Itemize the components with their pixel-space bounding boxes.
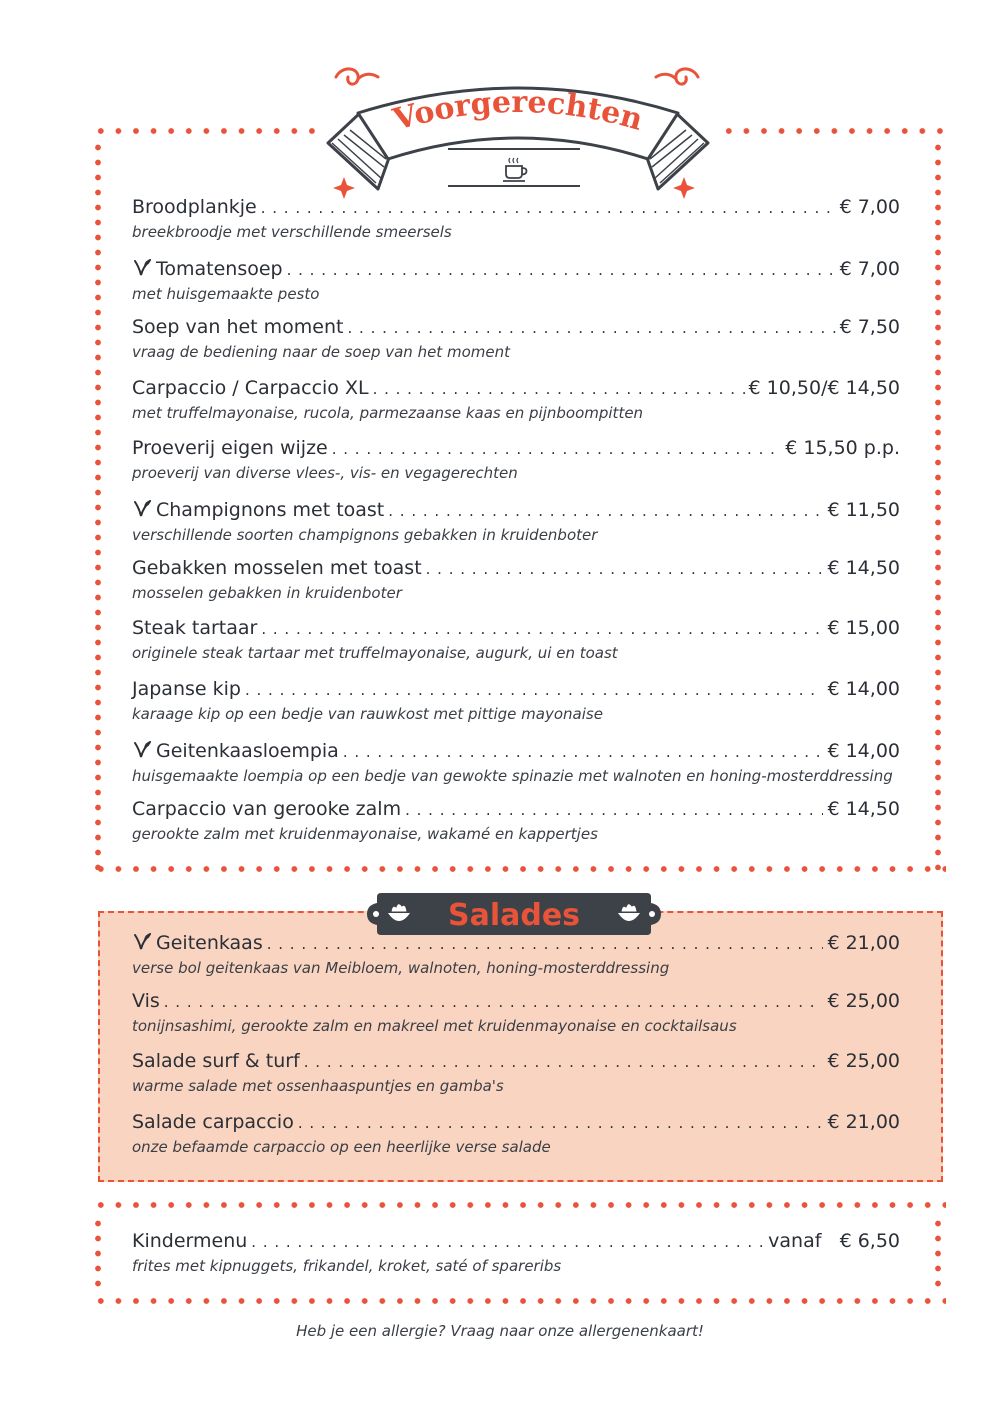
item-price: € 10,50/€ 14,50 xyxy=(748,376,900,399)
menu-item xyxy=(132,616,900,663)
item-description: met truffelmayonaise, rucola, parmezaanse kaas en pijnboompitten xyxy=(132,403,644,422)
item-description: warme salade met ossenhaaspuntjes en gamba's xyxy=(132,1077,504,1096)
item-description: breekbroodje met verschillende smeersels xyxy=(132,223,452,241)
dot-leader xyxy=(298,1111,824,1135)
item-description: originele steak tartaar met truffelmayonaise, augurk, ui en toast xyxy=(132,644,618,663)
item-price: € 15,50 p.p. xyxy=(785,436,900,459)
menu-item xyxy=(132,556,900,603)
right-curl-icon xyxy=(656,69,698,84)
item-price: € 7,50 xyxy=(839,316,900,339)
item-name: Carpaccio van gerooke zalm xyxy=(132,798,402,820)
vegetarian-leaf-icon xyxy=(132,931,152,951)
item-price: € 21,00 xyxy=(827,1110,900,1133)
item-name: Soep van het moment xyxy=(132,316,344,339)
frame-top-left-dots xyxy=(92,128,317,134)
vegetarian-leaf-icon xyxy=(132,739,152,759)
dot-leader xyxy=(164,990,824,1014)
section-title-salades: Salades xyxy=(447,898,581,933)
dot-leader xyxy=(348,316,836,340)
dot-leader xyxy=(261,196,836,220)
item-name: Japanse kip xyxy=(132,677,241,700)
menu-item xyxy=(132,496,900,545)
coffee-cup-icon xyxy=(503,158,527,181)
item-name: Salade carpaccio xyxy=(132,1110,294,1133)
vegetarian-leaf-icon xyxy=(132,257,152,277)
frame-left-dots xyxy=(95,140,101,870)
header-ribbon xyxy=(318,55,718,200)
kinder-frame-top-dots xyxy=(92,1202,946,1208)
item-price: € 14,50 xyxy=(827,798,900,820)
dot-leader xyxy=(373,377,745,401)
item-name: Tomatensoep xyxy=(156,258,283,281)
item-name: Geitenkaas xyxy=(156,932,263,954)
dot-leader xyxy=(287,258,836,282)
kinder-frame-right-dots xyxy=(935,1216,941,1292)
item-name: Broodplankje xyxy=(132,196,257,218)
menu-item xyxy=(132,376,900,423)
dot-leader xyxy=(388,499,823,523)
dot-leader xyxy=(261,617,823,641)
item-price: € 7,00 xyxy=(839,258,900,281)
item-name: Steak tartaar xyxy=(132,617,258,640)
item-description: met huisgemaakte pesto xyxy=(132,285,320,304)
item-price: € 25,00 xyxy=(827,1050,900,1073)
kinder-frame-left-dots xyxy=(95,1216,101,1292)
price-prefix: vanaf xyxy=(768,1230,822,1252)
item-price: € 21,00 xyxy=(827,932,900,954)
frame-right-dots xyxy=(935,140,941,870)
item-price: € 7,00 xyxy=(839,196,900,218)
item-description: vraag de bediening naar de soep van het moment xyxy=(132,343,510,362)
menu-item xyxy=(132,737,900,786)
kinder-frame-bottom-dots xyxy=(92,1298,946,1304)
item-price: € 14,00 xyxy=(827,739,900,762)
item-description: verse bol geitenkaas van Meibloem, walnoten, honing-mosterddressing xyxy=(132,959,670,977)
item-price: € 14,50 xyxy=(827,557,900,580)
menu-item xyxy=(132,436,900,483)
menu-item xyxy=(132,195,900,242)
item-price: € 11,50 xyxy=(827,499,900,521)
dot-leader xyxy=(405,798,823,822)
item-description: mosselen gebakken in kruidenboter xyxy=(132,584,402,603)
dot-leader xyxy=(343,740,824,764)
item-price: € 15,00 xyxy=(827,617,900,640)
item-description: frites met kipnuggets, frikandel, kroket, saté of spareribs xyxy=(132,1257,562,1275)
item-description: karaage kip op een bedje van rauwkost met pittige mayonaise xyxy=(132,704,603,723)
menu-item xyxy=(132,255,900,304)
item-description: onze befaamde carpaccio op een heerlijke verse salade xyxy=(132,1137,551,1156)
menu-item xyxy=(132,989,900,1036)
item-description: huisgemaakte loempia op een bedje van gewokte spinazie met walnoten en honing-mosterddressing xyxy=(132,766,893,785)
dot-leader xyxy=(267,932,824,956)
section-title-voorgerechten: Voorgerechten xyxy=(389,84,647,138)
menu-item xyxy=(132,929,900,978)
frame-top-right-dots xyxy=(720,128,946,134)
item-price: € 6,50 xyxy=(839,1230,900,1252)
item-name: Kindermenu xyxy=(132,1230,248,1252)
item-price: € 25,00 xyxy=(827,990,900,1013)
item-name: Proeverij eigen wijze xyxy=(132,436,328,459)
dot-leader xyxy=(245,678,824,702)
item-description: tonijnsashimi, gerookte zalm en makreel met kruidenmayonaise en cocktailsaus xyxy=(132,1017,737,1036)
vegetarian-leaf-icon xyxy=(132,498,152,518)
item-name: Vis xyxy=(132,990,160,1013)
item-name: Champignons met toast xyxy=(156,499,385,521)
item-description: gerookte zalm met kruidenmayonaise, wakamé en kappertjes xyxy=(132,825,598,843)
menu-item xyxy=(132,1049,900,1096)
item-price: € 14,00 xyxy=(827,677,900,700)
item-name: Salade surf & turf xyxy=(132,1050,300,1073)
item-description: verschillende soorten champignons gebakken in kruidenboter xyxy=(132,526,598,544)
item-name: Geitenkaasloempia xyxy=(156,739,339,762)
menu-item xyxy=(132,315,900,362)
allergy-note: Heb je een allergie? Vraag naar onze allergenenkaart! xyxy=(296,1322,704,1340)
left-curl-icon xyxy=(336,69,378,84)
item-name: Carpaccio / Carpaccio XL xyxy=(132,376,369,399)
menu-item xyxy=(132,1110,900,1157)
frame-bottom-dots xyxy=(92,866,946,872)
dot-leader xyxy=(251,1230,764,1254)
item-name: Gebakken mosselen met toast xyxy=(132,557,422,580)
menu-item xyxy=(132,797,900,844)
dot-leader xyxy=(426,557,824,581)
dot-leader xyxy=(304,1050,824,1074)
menu-item-kindermenu xyxy=(132,1229,900,1276)
menu-item xyxy=(132,677,900,724)
dot-leader xyxy=(332,437,782,461)
item-description: proeverij van diverse vlees-, vis- en vegagerechten xyxy=(132,463,518,482)
